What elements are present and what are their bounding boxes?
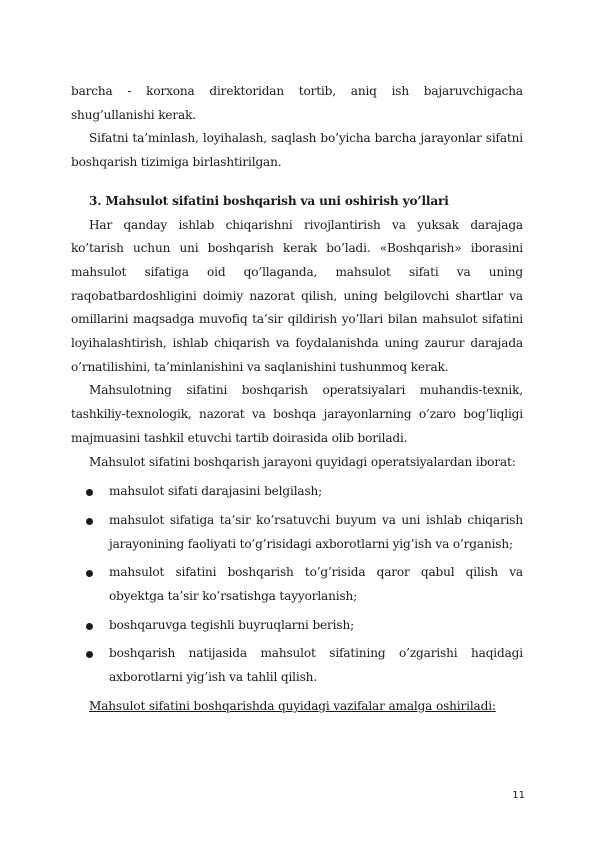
operations-list <box>71 480 523 690</box>
list-item-text: boshqaruvga tegishli buyruqlarni berish; <box>109 617 355 632</box>
underlined-subheading: Mahsulot sifatini boshqarishda quyidagi vazifalar amalga oshiriladi: <box>89 698 496 713</box>
bullet-icon <box>86 623 93 630</box>
section-heading: 3. Mahsulot sifatini boshqarish va uni oshirish yo’llari <box>89 193 449 208</box>
list-item-text: mahsulot sifatiga ta’sir ko’rsatuvchi buyum va uni ishlab chiqarish jarayonining faoliyati to’g’risidagi axborotlarni yig’ish va o’rganish; <box>109 512 523 551</box>
bullet-icon <box>86 489 93 496</box>
list-item <box>71 509 523 556</box>
page-number: 11 <box>512 790 525 801</box>
paragraph-quality-assurance: Sifatni ta’minlash, loyihalash, saqlash bo’yicha barcha jarayonlar sifatni boshqarish tizimiga birlashtirilgan. <box>71 131 523 170</box>
bullet-icon <box>86 651 93 658</box>
list-item-text: boshqarish natijasida mahsulot sifatining o’zgarishi haqidagi axborotlarni yig’ish va tahlil qilish. <box>109 646 523 685</box>
paragraph-operations: Mahsulotning sifatini boshqarish operatsiyalari muhandis-texnik, tashkiliy-texnologik, nazorat va boshqa jarayonlarning o’zaro bog’liqligi majmuasini tashkil etuvchi tartib doirasida olib boriladi. <box>71 383 523 445</box>
list-item-text: mahsulot sifati darajasini belgilash; <box>109 484 323 499</box>
page-content <box>71 80 523 719</box>
bullet-icon <box>86 570 93 577</box>
list-item <box>71 561 523 608</box>
list-item <box>71 614 523 638</box>
paragraph-continuation: barcha - korxona direktoridan tortib, aniq ish bajaruvchigacha shug’ullanishi kerak. <box>71 84 523 122</box>
paragraph-management-definition: Har qanday ishlab chiqarishni rivojlantirish va yuksak darajaga ko’tarish uchun uni boshqarish kerak bo’ladi. «Boshqarish» iborasini mahsulot sifatiga oid qo’llaganda, mahsulot sifati va uning raqobatbardoshligini doimiy nazorat qilish, uning belgilovchi shartlar va omillarini maqsadga muvofiq ta’sir qildirish yo’llari bilan mahsulot sifatini loyihalashtirish, ishlab chiqarish va foydalanishda uning zaurur darajada o’rnatilishini, ta’minlanishini va saqlanishini tushunmoq kerak. <box>71 217 523 374</box>
list-item-text: mahsulot sifatini boshqarish to’g’risida qaror qabul qilish va obyektga ta’sir ko’rsatishga tayyorlanish; <box>109 565 523 604</box>
paragraph-process-intro: Mahsulot sifatini boshqarish jarayoni quyidagi operatsiyalardan iborat: <box>89 454 516 469</box>
list-item <box>71 480 523 504</box>
bullet-icon <box>86 518 93 525</box>
list-item <box>71 642 523 689</box>
